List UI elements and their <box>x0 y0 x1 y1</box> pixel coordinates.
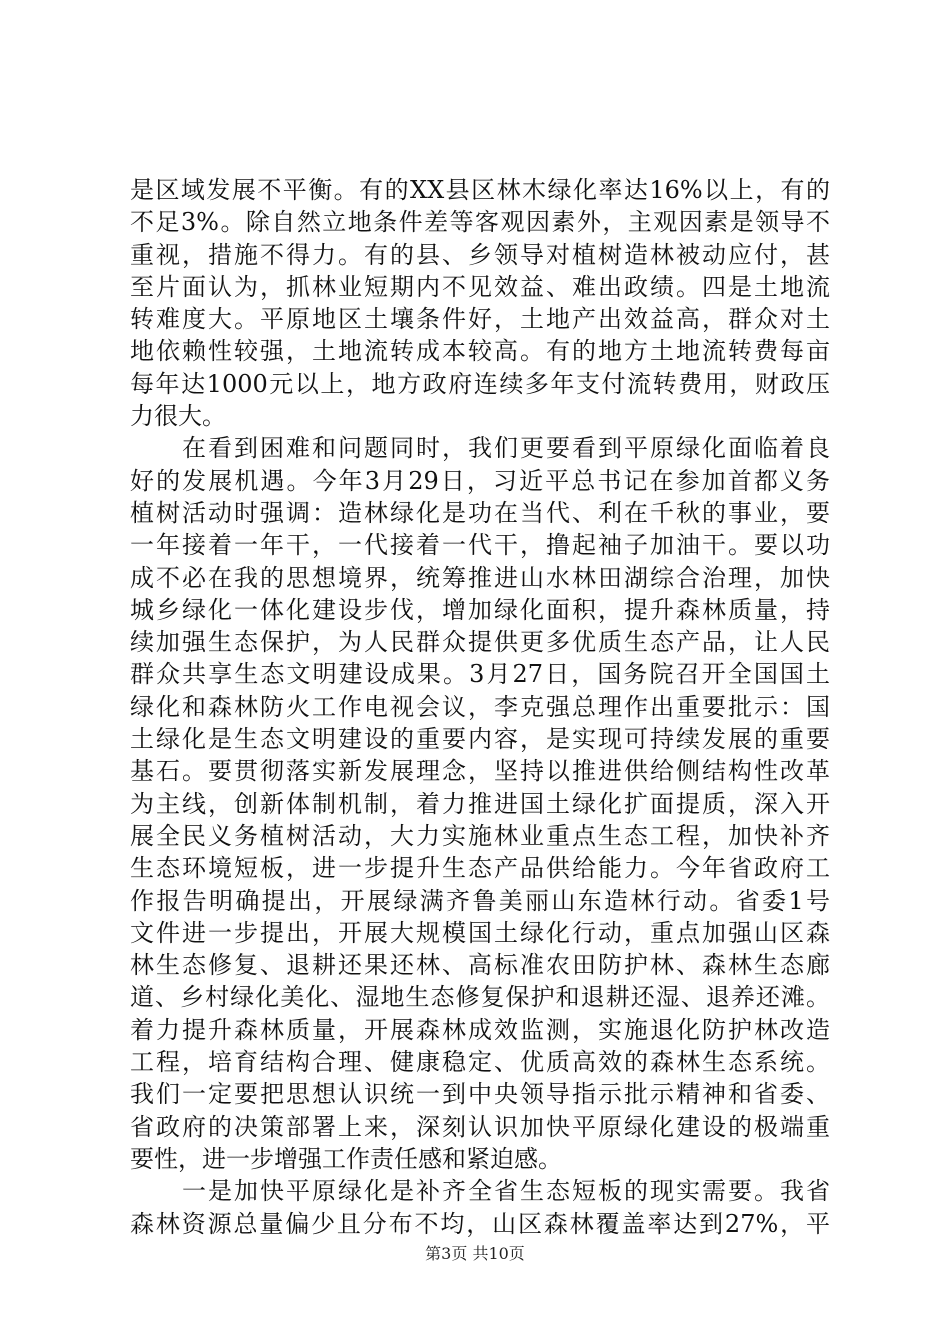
text-line: 要性，进一步增强工作责任感和紧迫感。 <box>130 1144 562 1173</box>
paragraph-first-line: 一是加快平原绿化是补齐全省生态短板的现实需要。我省 <box>182 1177 830 1206</box>
text-line: 土绿化是生态文明建设的重要内容，是实现可持续发展的重要 <box>130 725 830 754</box>
text-line: 工程，培育结构合理、健康稳定、优质高效的森林生态系统。 <box>130 1048 830 1077</box>
text-line: 文件进一步提出，开展大规模国土绿化行动，重点加强山区森 <box>130 918 830 947</box>
text-line: 生态环境短板，进一步提升生态产品供给能力。今年省政府工 <box>130 854 830 883</box>
text-line: 植树活动时强调：造林绿化是功在当代、利在千秋的事业，要 <box>130 498 830 527</box>
text-line: 重视，措施不得力。有的县、乡领导对植树造林被动应付，甚 <box>130 240 830 269</box>
text-line: 成不必在我的思想境界，统筹推进山水林田湖综合治理，加快 <box>130 563 830 592</box>
text-line: 作报告明确提出，开展绿满齐鲁美丽山东造林行动。省委1号 <box>130 886 830 915</box>
document-body <box>130 174 830 1240</box>
text-line: 续加强生态保护，为人民群众提供更多优质生态产品，让人民 <box>130 628 830 657</box>
text-line: 省政府的决策部署上来，深刻认识加快平原绿化建设的极端重 <box>130 1112 830 1141</box>
text-line: 我们一定要把思想认识统一到中央领导指示批示精神和省委、 <box>130 1080 830 1109</box>
text-line: 着力提升森林质量，开展森林成效监测，实施退化防护林改造 <box>130 1015 830 1044</box>
paragraph-first-line: 在看到困难和问题同时，我们更要看到平原绿化面临着良 <box>182 434 830 463</box>
text-line: 绿化和森林防火工作电视会议，李克强总理作出重要批示：国 <box>130 692 830 721</box>
text-line: 好的发展机遇。今年3月29日，习近平总书记在参加首都义务 <box>130 466 830 495</box>
text-line: 是区域发展不平衡。有的XX县区林木绿化率达16%以上，有的 <box>130 176 830 204</box>
page-number-footer: 第3页 共10页 <box>425 1244 525 1263</box>
text-line: 力很大。 <box>130 402 226 431</box>
text-line: 道、乡村绿化美化、湿地生态修复保护和退耕还湿、退养还滩。 <box>130 983 830 1012</box>
text-line: 一年接着一年干，一代接着一代干，撸起袖子加油干。要以功 <box>130 531 830 560</box>
text-line: 地依赖性较强，土地流转成本较高。有的地方土地流转费每亩 <box>130 337 830 366</box>
text-line: 基石。要贯彻落实新发展理念，坚持以推进供给侧结构性改革 <box>130 757 830 786</box>
text-line: 不足3%。除自然立地条件差等客观因素外，主观因素是领导不 <box>130 208 830 237</box>
text-line: 城乡绿化一体化建设步伐，增加绿化面积，提升森林质量，持 <box>130 595 830 624</box>
text-line: 群众共享生态文明建设成果。3月27日，国务院召开全国国土 <box>130 660 830 689</box>
text-line: 转难度大。平原地区土壤条件好，土地产出效益高，群众对土 <box>130 305 830 334</box>
text-line: 每年达1000元以上，地方政府连续多年支付流转费用，财政压 <box>130 369 830 398</box>
text-line: 林生态修复、退耕还果还林、高标准农田防护林、森林生态廊 <box>130 951 830 980</box>
text-line: 至片面认为，抓林业短期内不见效益、难出政绩。四是土地流 <box>130 272 830 301</box>
text-line: 为主线，创新体制机制，着力推进国土绿化扩面提质，深入开 <box>130 789 830 818</box>
text-line: 森林资源总量偏少且分布不均，山区森林覆盖率达到27%，平 <box>130 1209 830 1238</box>
text-line: 展全民义务植树活动，大力实施林业重点生态工程，加快补齐 <box>130 821 830 850</box>
